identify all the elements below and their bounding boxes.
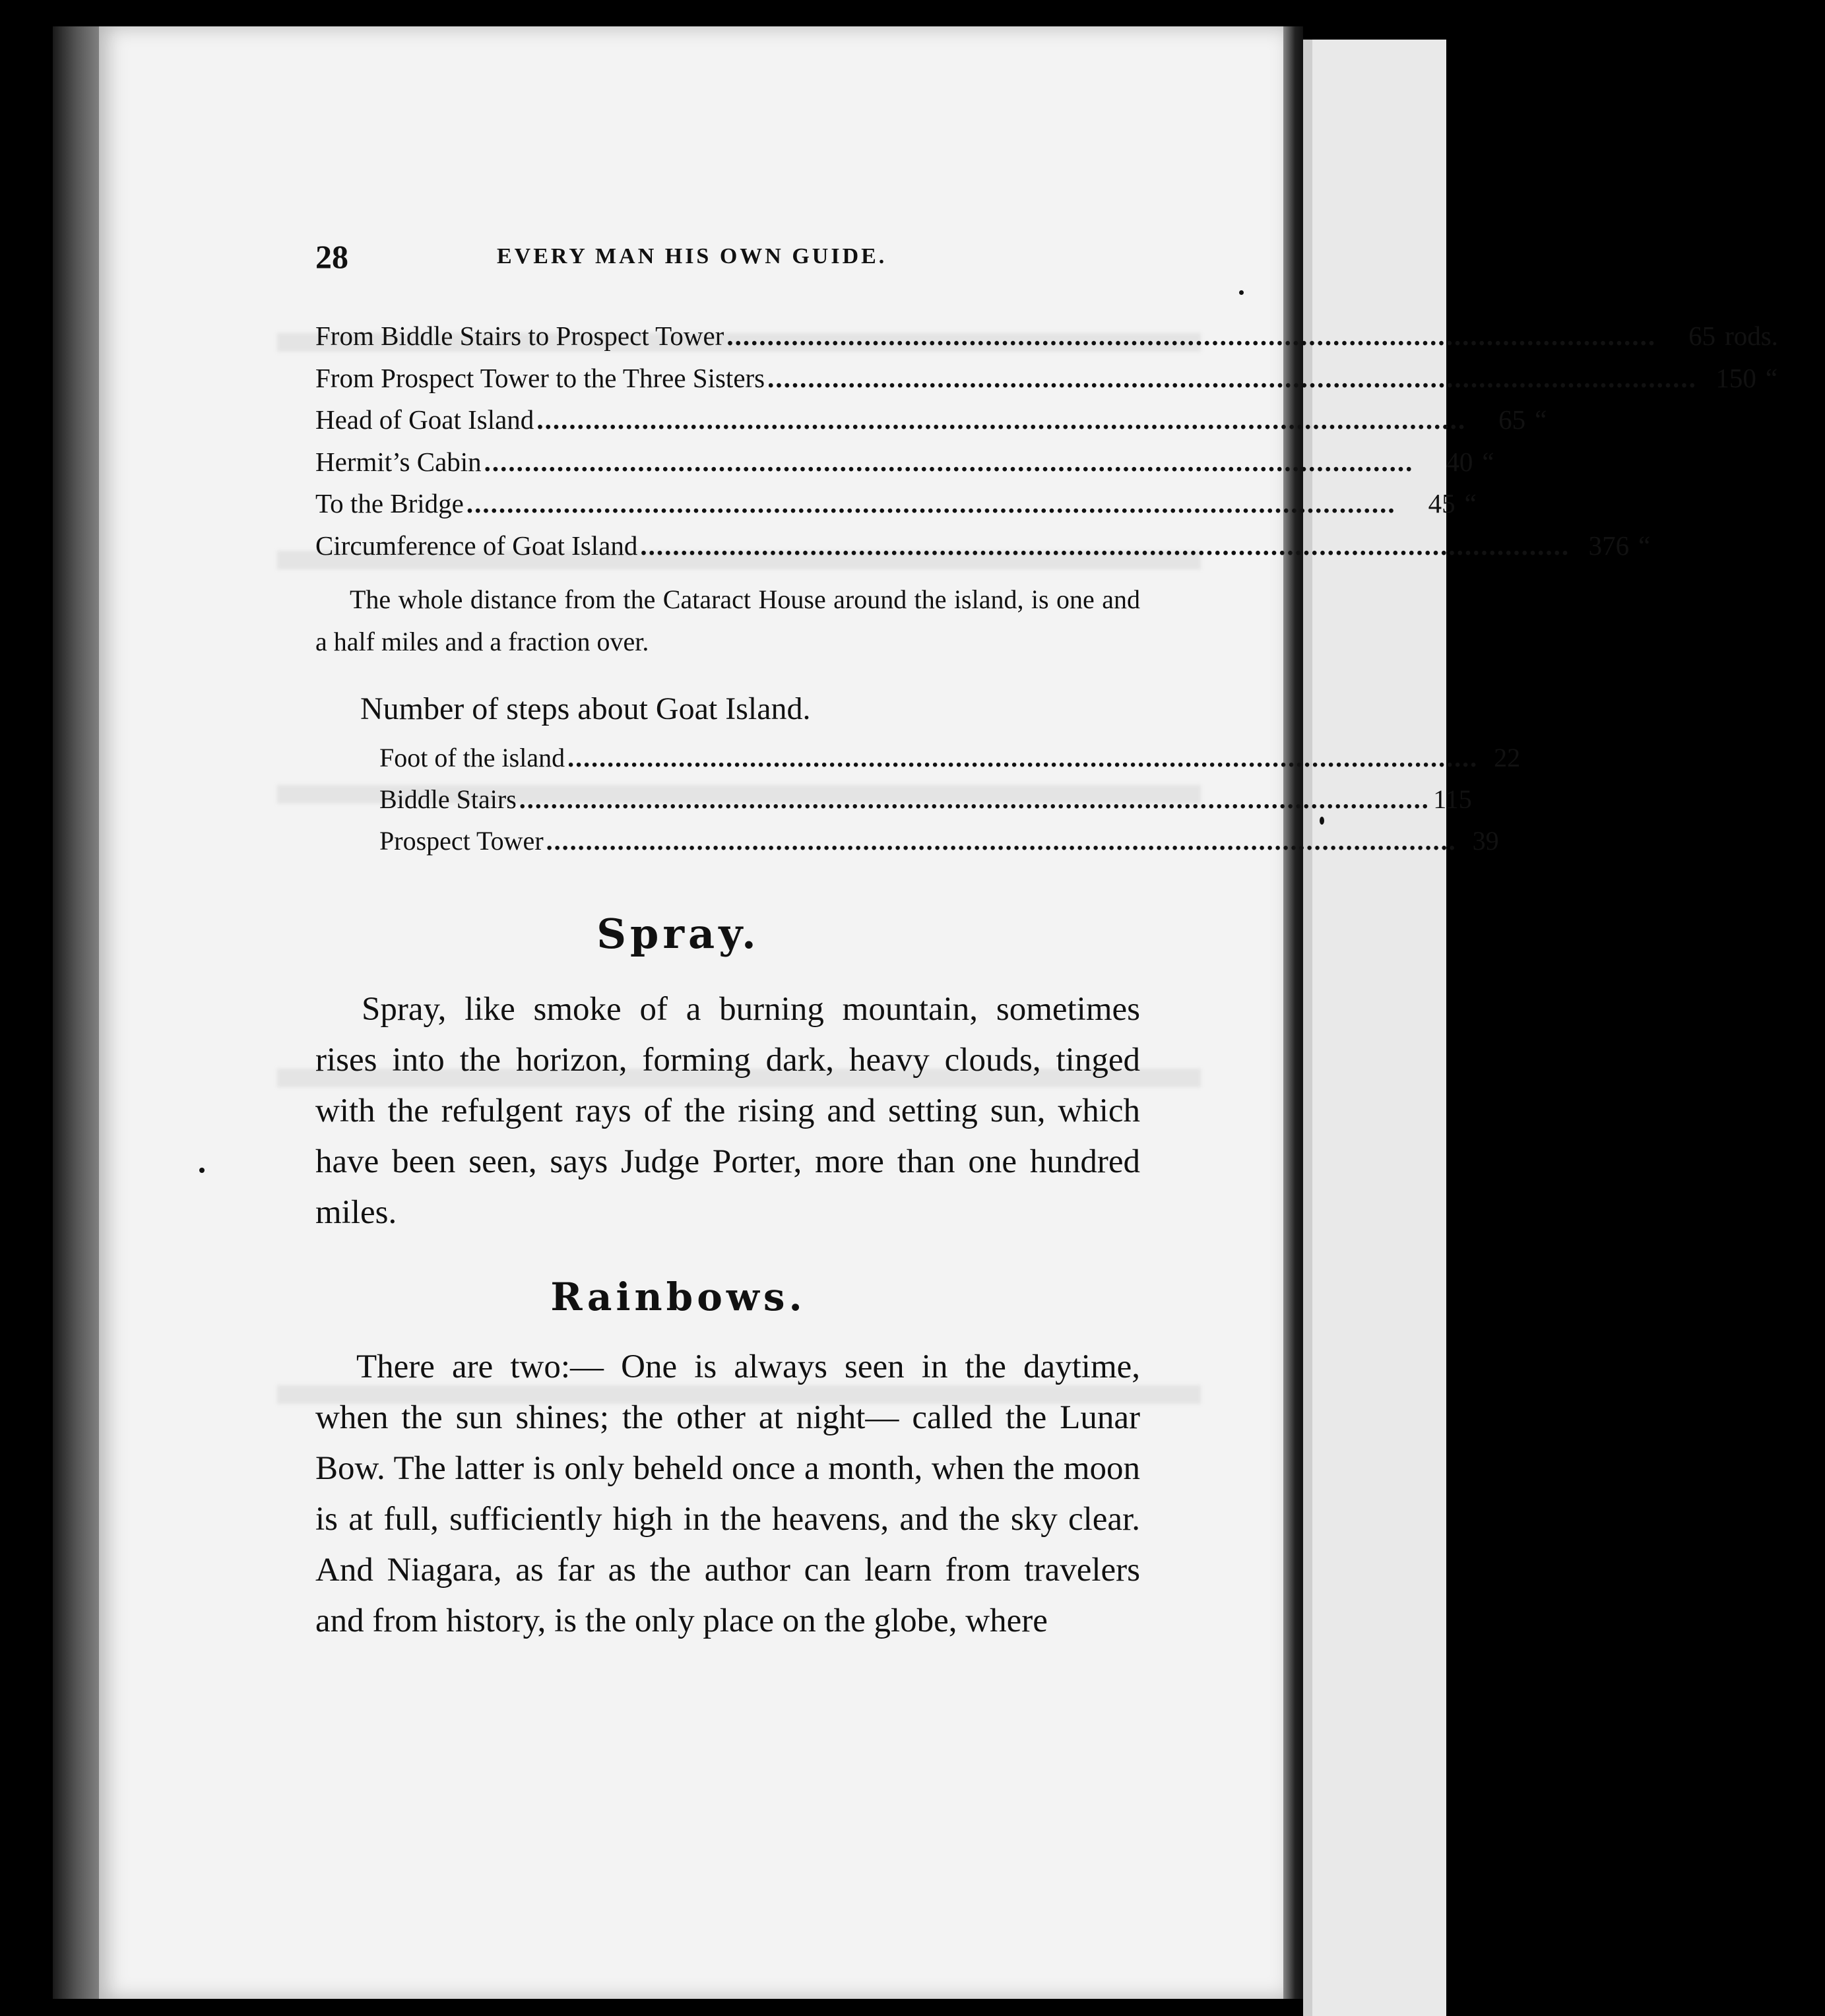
print-speck — [199, 1168, 205, 1173]
steps-place: Prospect Tower — [379, 826, 544, 856]
distance-value: 40 — [1446, 446, 1473, 477]
distance-place: Hermit’s Cabin — [315, 446, 482, 477]
steps-heading: Number of steps about Goat Island. — [360, 691, 811, 726]
distance-unit: “ — [1638, 530, 1651, 561]
distance-place: Circumference of Goat Island — [315, 530, 638, 561]
distance-value: 150 — [1715, 362, 1756, 393]
steps-row — [379, 778, 1472, 820]
dot-leader: ................................................................................................................... — [640, 530, 1570, 561]
dot-leader: ................................................................................................................... — [536, 404, 1467, 435]
page-text — [315, 237, 1778, 1680]
dot-leader: ................................................................................................................... — [519, 784, 1430, 814]
running-title: EVERY MAN HIS OWN GUIDE. — [497, 244, 887, 268]
steps-row — [379, 820, 1499, 862]
page-number: 28 — [315, 238, 348, 275]
dot-leader: ................................................................................................................... — [484, 446, 1414, 477]
steps-value: 22 — [1494, 743, 1521, 772]
steps-row — [379, 737, 1521, 778]
rainbows-paragraph: There are two:— One is always seen in the daytime, when the sun shines; the other at night— called the Lunar Bow. The latter is only beheld once a month, when the moon is at full, sufficiently high in the heavens, and the sky clear. And Niagara, as far as the author can learn from travelers and from history, is the only place on the globe, where — [315, 1348, 1140, 1639]
steps-place: Biddle Stairs — [379, 784, 517, 814]
distance-unit: “ — [1482, 446, 1494, 477]
distance-row — [315, 358, 1778, 400]
distance-value: 65 — [1688, 321, 1716, 351]
distance-row — [315, 315, 1778, 358]
distance-row — [315, 483, 1477, 525]
steps-value: 39 — [1472, 826, 1499, 856]
dot-leader: ................................................................................................................... — [546, 826, 1457, 856]
distance-row — [315, 441, 1494, 484]
distance-unit: “ — [1464, 488, 1477, 519]
distance-place: To the Bridge — [315, 488, 464, 519]
distance-place: From Biddle Stairs to Prospect Tower — [315, 321, 724, 351]
dot-leader: ................................................................................................................... — [466, 488, 1396, 519]
spray-paragraph: Spray, like smoke of a burning mountain, sometimes rises into the horizon, forming dark, heavy clouds, tinged with the refulgent rays of the rising and setting sun, which have been seen, says Judge Porter, more than one hundred miles. — [315, 991, 1140, 1231]
print-speck — [1239, 290, 1244, 295]
section-heading-spray: Spray. — [596, 910, 760, 958]
dot-leader: ................................................................................................................... — [567, 743, 1479, 772]
dot-leader: ................................................................................................................... — [767, 362, 1697, 393]
distance-unit: rods. — [1725, 321, 1778, 351]
steps-value: 115 — [1433, 784, 1472, 814]
steps-place: Foot of the island — [379, 743, 565, 772]
distance-row — [315, 525, 1651, 567]
distance-row — [315, 399, 1547, 441]
distance-summary: The whole distance from the Cataract House around the island, is one and a half miles and a fraction over. — [315, 584, 1140, 656]
steps-table — [315, 737, 1521, 862]
distance-unit: “ — [1765, 362, 1778, 393]
distance-value: 65 — [1498, 404, 1526, 435]
distance-value: 376 — [1588, 530, 1630, 561]
running-head — [315, 237, 1140, 277]
distance-place: From Prospect Tower to the Three Sisters — [315, 362, 765, 393]
section-heading-rainbows: Rainbows. — [550, 1275, 806, 1319]
distance-unit: “ — [1535, 404, 1547, 435]
distance-value: 45 — [1428, 488, 1456, 519]
dot-leader: ................................................................................................................... — [726, 321, 1657, 351]
distance-place: Head of Goat Island — [315, 404, 534, 435]
distance-table — [315, 315, 1778, 567]
